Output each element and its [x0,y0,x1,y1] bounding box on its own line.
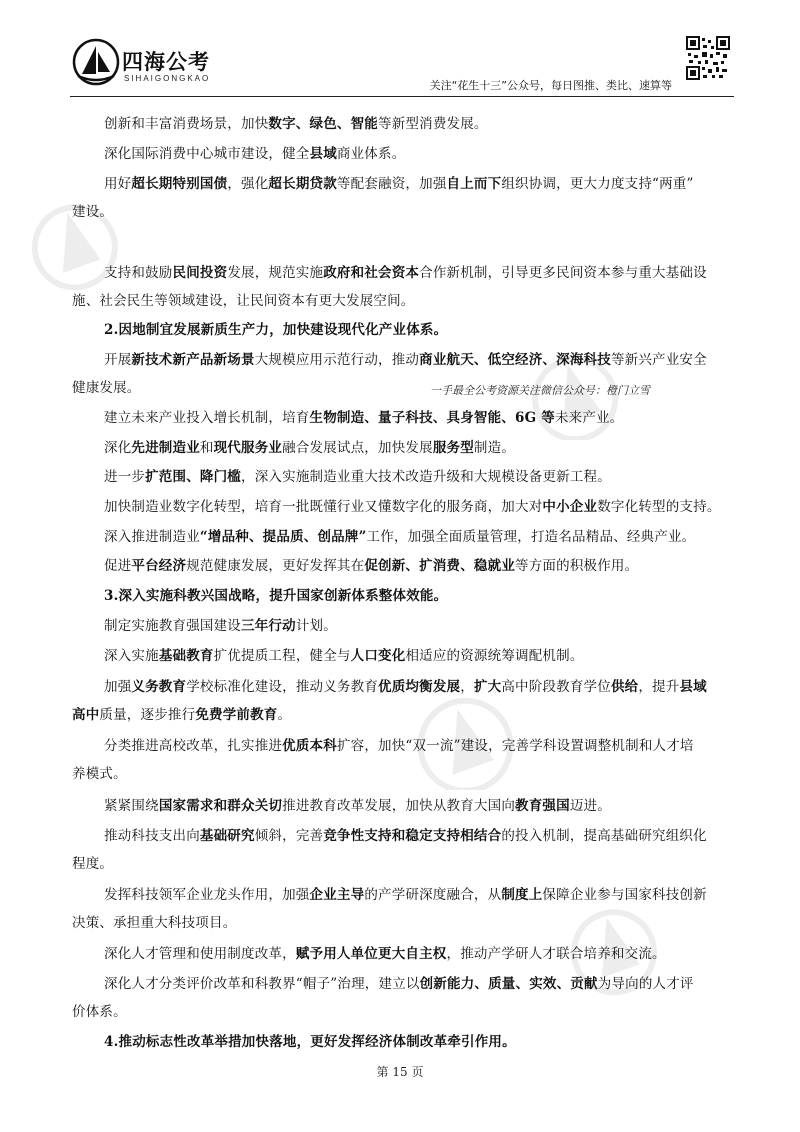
bold-text: 生物制造、量子科技、具身智能、6G 等 [309,410,555,426]
bold-text: 制度上 [501,887,543,903]
paragraph-line [72,912,730,934]
text-run: 深化人才管理和使用制度改革， [104,946,296,962]
text-run: ，强化 [227,176,269,192]
text-run: 相适应的资源统筹调配机制。 [405,648,584,664]
paragraph-line [104,795,730,817]
bold-text: 扩大 [473,679,502,695]
bold-text: 企业主导 [309,887,365,903]
paragraph-line [72,290,730,312]
paragraph-line [72,853,730,875]
text-run: 养模式。 [72,766,127,782]
header-tagline: 关注“花生十三”公众号，每日图推、类比、速算等 [429,79,672,92]
text-run: 等新型消费发展。 [378,116,488,132]
text-run: 价体系。 [72,1004,127,1020]
text-run: 制造。 [473,440,516,456]
text-run: 制定实施教育强国建设 [104,618,241,634]
bold-text: 基础研究 [199,828,255,844]
text-run: 和 [199,440,214,456]
text-run: 扩容，加快“双一流”建设，完善学科设置调整机制和人才培 [336,738,694,754]
bold-text: 自上而下 [446,176,502,192]
text-run: 推动科技支出向 [104,828,200,844]
text-run: 高中阶段教育学位 [501,679,611,695]
text-run: 建立未来产业投入增长机制，培育 [104,410,310,426]
text-run: 深化 [104,440,132,456]
bold-text: 免费学前教育 [195,707,278,723]
paragraph-line [104,407,730,429]
bold-text: 人口变化 [350,648,406,664]
paragraph-line [104,143,730,165]
text-run: 数字化转型的支持。 [597,499,721,515]
text-run: 大规模应用示范行动，推动 [254,352,420,368]
text-run: 扩优提质工程，健全与 [213,648,351,664]
bold-text: 2.因地制宜发展新质生产力，加快建设现代化产业体系。 [104,322,448,338]
paragraph-line [104,349,730,371]
logo-text: 四海公考 [122,50,210,74]
text-run: 发展，规范实施 [227,265,324,281]
bold-text: 超长期贷款 [268,176,337,192]
paragraph-line [72,1001,730,1023]
bold-text: 竞争性支持和稳定支持相结合 [323,828,502,844]
bold-text: 国家需求和群众关切 [158,798,283,814]
qr-code-icon [686,36,730,80]
bold-text: 县域 [309,146,337,162]
text-run: 组织协调，更大力度支持“两重” [501,176,694,192]
header-divider [70,96,734,97]
text-run: 开展 [104,352,132,368]
bold-text: 县域 [679,679,707,695]
section-heading [104,1031,730,1053]
paragraph-line [104,496,730,518]
text-run: 的产学研深度融合，从 [364,887,502,903]
paragraph-line [104,676,730,698]
paragraph-line [104,973,730,995]
bold-text: 三年行动 [241,618,296,634]
bold-text: 优质均衡发展 [378,679,461,695]
paragraph-line [104,735,730,757]
text-run: ，提升 [638,679,680,695]
text-run: 深入实施 [104,648,159,664]
text-run: 推进教育改革发展，加快从教育大国向 [282,798,516,814]
paragraph-line [104,113,730,135]
text-run: 加快制造业数字化转型，培育一批既懂行业又懂数字化的服务商，加大对 [104,499,543,515]
bold-text: 创新能力、质量、实效、贡献 [419,976,598,992]
paragraph-line [104,645,730,667]
text-run: 紧紧围绕 [104,798,159,814]
text-run: 深化人才分类评价改革和科教界“帽子”治理，建立以 [104,976,420,992]
text-run: 健康发展。 [72,380,141,396]
bold-text: 先进制造业 [131,440,200,456]
bold-text: 促创新、扩消费、稳就业 [364,558,516,574]
text-run: 未来产业。 [554,410,624,426]
text-run: ，深入实施制造业重大技术改造升级和大规模设备更新工程。 [241,469,611,485]
bold-text: 赋予用人单位更大自主权 [295,946,447,962]
paragraph-line [104,526,730,548]
text-run: ，推动产学研人才联合培养和交流。 [446,946,666,962]
bold-text: “增品种、提品质、创品牌” [199,529,367,545]
paragraph-line [72,704,730,726]
text-run: 迈进。 [569,798,611,814]
bold-text: 超长期特别国债 [131,176,228,192]
text-run: 进一步 [104,469,146,485]
section-heading [104,585,730,607]
bold-text: 平台经济 [131,558,187,574]
text-run: 等新兴产业安全 [610,352,707,368]
paragraph-line [104,173,730,195]
page-header [70,36,730,96]
text-run: 决策、承担重大科技项目。 [72,915,237,931]
paragraph-line [104,825,730,847]
bold-text: 政府和社会资本 [323,265,420,281]
bold-text: 高中 [72,707,100,723]
paragraph-line [104,884,730,906]
text-run: 等配套融资，加强 [336,176,447,192]
text-run: 倾斜，完善 [254,828,324,844]
text-run: 合作新机制，引导更多民间资本参与重大基础设 [419,265,707,281]
bold-text: 基础教育 [158,648,214,664]
bold-text: 3.深入实施科教兴国战略，提升国家创新体系整体效能。 [104,588,448,604]
bold-text: 现代服务业 [213,440,283,456]
text-run: 计划。 [295,618,337,634]
sailboat-logo-icon [70,36,122,88]
page-number: 第 15 页 [376,1065,424,1079]
text-run: 施、社会民生等领域建设，让民间资本有更大发展空间。 [72,293,415,309]
logo-subtext: SIHAIGONGKAO [124,74,211,83]
bold-text: 4.推动标志性改革举措加快落地，更好发挥经济体制改革牵引作用。 [104,1034,516,1050]
bold-text: 供给 [610,679,639,695]
paragraph-line [104,466,730,488]
text-run: ， [460,679,474,695]
text-run: 深化国际消费中心城市建设，健全 [104,146,310,162]
text-run: 学校标准化建设，推动义务教育 [186,679,379,695]
paragraph-line [72,763,730,785]
bold-text: 数字、绿色、智能 [268,116,379,132]
bold-text: 服务型 [432,440,474,456]
paragraph-line [72,201,730,223]
text-run: 商业体系。 [336,146,406,162]
bold-text: 义务教育 [131,679,187,695]
watermark-note: 一手最全公考资源关注微信公众号：橙门立雪 [430,384,650,397]
text-run: 的投入机制，提高基础研究组织化 [501,828,707,844]
bold-text: 商业航天、低空经济、深海科技 [419,352,611,368]
text-run: 。 [277,707,292,723]
text-run: 加强 [104,679,132,695]
text-run: 用好 [104,176,132,192]
text-run: 深入推进制造业 [104,529,200,545]
text-run: 保障企业参与国家科技创新 [542,887,707,903]
text-run: 建设。 [72,204,114,220]
paragraph-line [104,615,730,637]
paragraph-line [104,262,730,284]
text-run: 促进 [104,558,132,574]
bold-text: 中小企业 [542,499,598,515]
text-run: 发挥科技领军企业龙头作用，加强 [104,887,310,903]
bold-text: 扩范围、降门槛 [145,469,242,485]
text-run: 融合发展试点，加快发展 [282,440,433,456]
text-run: 支持和鼓励 [104,265,173,281]
paragraph-line [104,555,730,577]
text-run: 分类推进高校改革，扎实推进 [104,738,283,754]
text-run: 工作，加强全面质量管理，打造名品精品、经典产业。 [366,529,696,545]
paragraph-line [104,437,730,459]
text-run: 质量，逐步推行 [99,707,196,723]
bold-text: 民间投资 [172,265,228,281]
text-run: 程度。 [72,856,114,872]
bold-text: 优质本科 [282,738,337,754]
text-run: 创新和丰富消费场景，加快 [104,116,269,132]
bold-text: 教育强国 [515,798,570,814]
bold-text: 新技术新产品新场景 [131,352,255,368]
paragraph-line [104,943,730,965]
text-run: 为导向的人才评 [597,976,694,992]
section-heading [104,319,730,341]
text-run: 等方面的积极作用。 [515,558,639,574]
text-run: 规范健康发展，更好发挥其在 [186,558,365,574]
